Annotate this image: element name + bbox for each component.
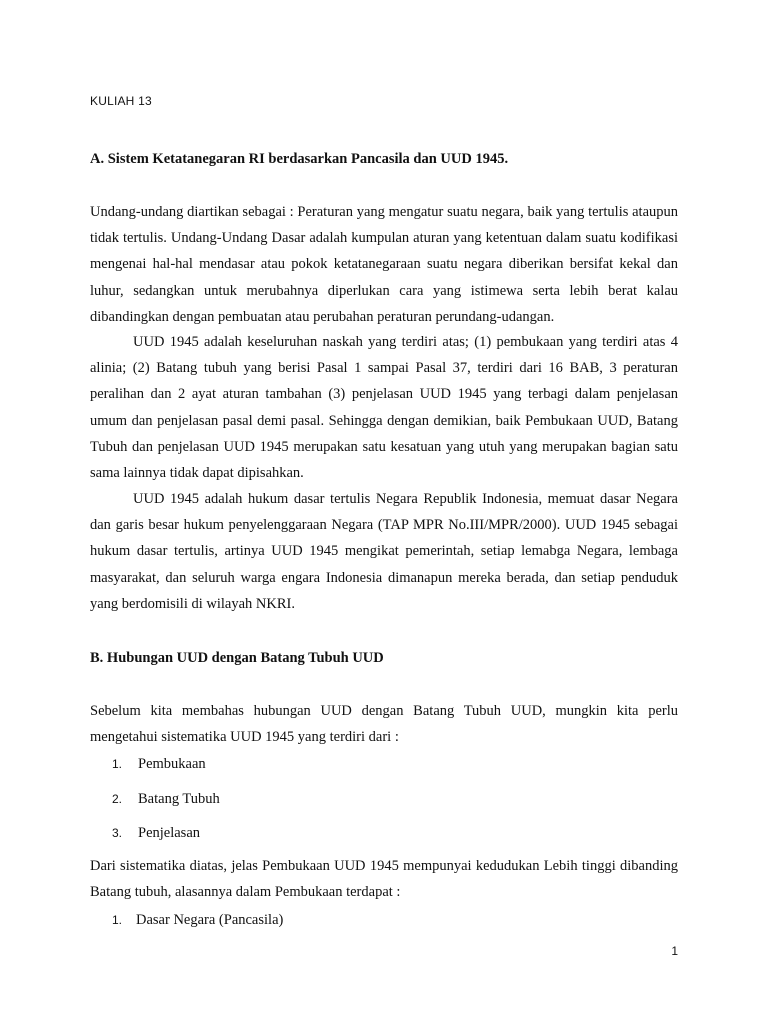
page-number: 1 [671, 944, 678, 958]
list-text: Dasar Negara (Pancasila) [136, 912, 284, 928]
course-label: KULIAH 13 [90, 94, 152, 108]
list-item [90, 791, 220, 808]
section-b-heading: B. Hubungan UUD dengan Batang Tubuh UUD [90, 650, 384, 666]
list-number: 1. [112, 757, 123, 771]
document-page [90, 0, 678, 1024]
list-text: Batang Tubuh [138, 791, 220, 807]
list-item [90, 912, 283, 929]
list-number: 3. [112, 826, 123, 840]
section-a-paragraph-2: UUD 1945 adalah keseluruhan naskah yang terdiri atas; (1) pembukaan yang terdiri atas 4 alinia; (2) Batang tubuh yang berisi Pasal 1 sampai Pasal 37, terdiri dari 16 BAB, 3 peraturan peralihan dan 2 ayat aturan tambahan (3) penjelasan UUD 1945 yang terbagi dalam penjelasan umum dan penjelasan pasal demi pasal. Sehingga dengan demikian, baik Pembukaan UUD, Batang Tubuh dan penjelasan UUD 1945 merupakan satu kesatuan yang utuh yang merupakan bagian satu sama lainnya tidak dapat dipisahkan. [90, 334, 678, 482]
section-a-paragraph-3: UUD 1945 adalah hukum dasar tertulis Negara Republik Indonesia, memuat dasar Negara dan garis besar hukum penyelenggaraan Negara (TAP MPR No.III/MPR/2000). UUD 1945 sebagai hukum dasar tertulis, artinya UUD 1945 mengikat pemerintah, setiap lemabga Negara, lembaga masyarakat, dan seluruh warga engara Indonesia dimanapun mereka berada, dan setiap penduduk yang berdomisili di wilayah NKRI. [90, 491, 678, 612]
section-b-followup: Dari sistematika diatas, jelas Pembukaan UUD 1945 mempunyai kedudukan Lebih tinggi dibanding Batang tubuh, alasannya dalam Pembukaan terdapat : [90, 858, 678, 901]
section-a-heading: A. Sistem Ketatanegaran RI berdasarkan Pancasila dan UUD 1945. [90, 151, 509, 167]
list-item [90, 756, 206, 773]
section-a-paragraph-1: Undang-undang diartikan sebagai : Peraturan yang mengatur suatu negara, baik yang tertulis ataupun tidak tertulis. Undang-Undang Dasar adalah kumpulan aturan yang ketentuan dalam suatu kodifikasi mengenai hal-hal mendasar atau pokok ketatanegaraan suatu negara diberikan bersifat kekal dan luhur, sedangkan untuk merubahnya diperlukan cara yang istimewa serta lebih berat kalau dibandingkan dengan pembuatan atau perubahan peraturan perundang-udangan. [90, 204, 678, 325]
list-text: Penjelasan [138, 825, 201, 841]
list-text: Pembukaan [138, 756, 206, 772]
list-number: 1. [112, 913, 123, 927]
section-b-intro: Sebelum kita membahas hubungan UUD dengan Batang Tubuh UUD, mungkin kita perlu mengetahui sistematika UUD 1945 yang terdiri dari : [90, 703, 678, 746]
list-item [90, 825, 200, 842]
list-number: 2. [112, 792, 123, 806]
